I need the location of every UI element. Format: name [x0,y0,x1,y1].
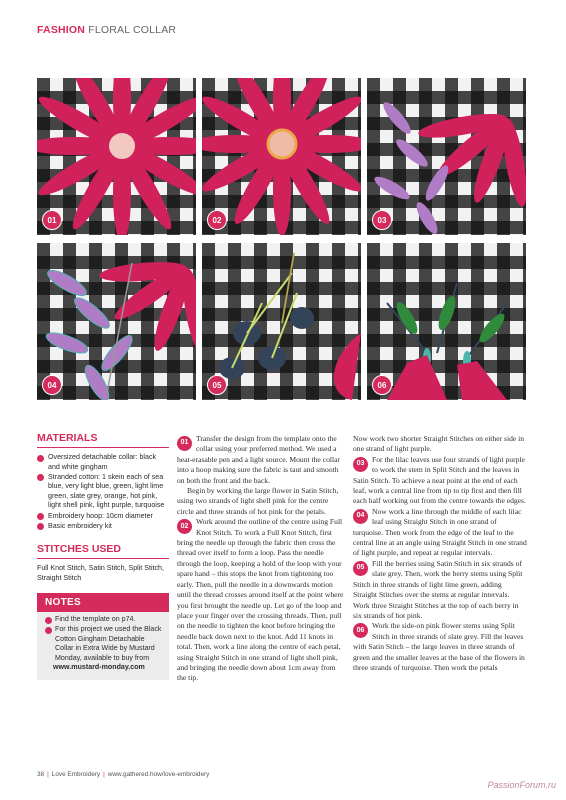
step-number-badge: 02 [207,210,227,230]
paragraph: Now work two shorter Straight Stitches on either side in one strand of light purple. [353,434,525,454]
step-number-badge: 04 [353,509,368,524]
supplier-url[interactable]: www.mustard-monday.com [53,663,145,672]
step-number-badge: 06 [353,623,368,638]
instructions-column-1 [177,434,345,684]
step-number-badge: 06 [372,375,392,395]
article-subtitle: FLORAL COLLAR [88,24,177,36]
watermark: PassionForum.ru [487,780,556,790]
step-number-badge: 04 [42,375,62,395]
divider [37,447,169,448]
magazine-name: Love Embroidery [51,771,101,778]
stitches-heading: STITCHES USED [37,543,122,556]
page-header [37,24,176,36]
step-number-badge: 01 [177,436,192,451]
step-number-badge: 05 [353,561,368,576]
sidebar [37,432,169,680]
bullet-icon [37,513,44,520]
step-number-badge: 01 [42,210,62,230]
step-number-badge: 03 [353,457,368,472]
bullet-icon [37,474,44,481]
footer-url[interactable]: www.gathered.how/love-embroidery [107,771,210,778]
bullet-icon [45,617,52,624]
step-5 [353,559,527,621]
step-number-badge: 05 [207,375,227,395]
step-6 [353,621,527,673]
step-photo-5 [202,243,361,400]
step-3 [353,455,527,507]
step-photo-2 [202,78,361,235]
notes-list [37,612,169,673]
step-2 [177,517,345,684]
stitches-text: Full Knot Stitch, Satin Stitch, Split Stitch, Straight Stitch [37,564,164,582]
list-item: Oversized detachable collar: black and white gingham [37,453,169,472]
list-item: Embroidery hoop: 10cm diameter [37,512,169,522]
list-item: For this project we used the Black Cotton Gingham Detachable Collar in Extra Wide by Mustard Monday, available to buy from [45,625,162,663]
step-text: Fill the berries using Satin Stitch in six strands of slate grey. Then, work the berry stems using Split Stitch in three strands of light lime green, adding Straight Stitches over the stems at regular intervals. Work three Straight Stitches at the top of each berry in six strands of hot pink. [353,558,523,620]
materials-list [37,453,169,531]
paragraph: Begin by working the large flower in Satin Stitch, using two strands of light shell pink for the centre circle and three strands of hot pink for the petals. [177,486,339,516]
step-photo-1 [37,78,196,235]
instructions-column-2 [353,434,527,673]
step-number-badge: 03 [372,210,392,230]
step-number-badge: 02 [177,519,192,534]
separator: | [47,771,49,778]
notes-box [37,593,169,680]
step-text: Now work a line through the middle of each lilac leaf using Straight Stitch in one strand of turquoise. Then work from the edge of the leaf to the central line at an angle using Straight Stitch in one strand of light purple, and repeat at regular intervals. [353,506,527,558]
step-1 [177,434,345,486]
step-text: Transfer the design from the template onto the collar using your preferred method. We used a heat-erasable pen and a light source. Mount the collar into a hoop making sure the fabric is taut and smooth on both the front and the back. [177,434,340,485]
page-footer [37,771,209,778]
section-label: FASHION [37,24,86,36]
step-4 [353,507,527,559]
list-item: Basic embroidery kit [37,522,169,532]
step-photo-6 [367,243,526,400]
page-number: 38 [37,771,45,778]
step-text: Work the side-on pink flower stems using Split Stitch in three strands of slate grey. Fill the leaves with Satin Stitch – the large leaves in three strands of green and the smaller leaves at the base of the flowers in three strands of turquoise. Then work the petals [353,621,525,672]
bullet-icon [37,455,44,462]
materials-heading: MATERIALS [37,432,98,444]
list-item: Stranded cotton: 1 skein each of sea blue, very light blue, green, light lime green, slate grey, orange, hot pink, light shell pink, light purple, turquoise [37,473,169,511]
step-photo-4 [37,243,196,400]
step-text: For the lilac leaves use four strands of light purple to work the stem in Split Stitch and the leaves in Satin Stitch. To achieve a neat point at the end of each leaf, work a central line from tip to tip first and then fill each half working out from the centre towards the edges. [353,454,526,506]
bullet-icon [37,523,44,530]
step-photo-grid [37,78,527,482]
step-text: Work around the outline of the centre using Full Knot Stitch. To work a Full Knot Stitch, first bring the needle up through the fabric then cross the thread over itself to form a loop. Pass the needle through the loop, keeping a hold of the loop with your spare hand – this stops the knot from tightening too early. Then, pull the needle in a downwards motion until the thread crosses around itself at the point where you first brought the needle up. Let go of the loop and place your finger over the crossing threads. Then, pull on the needle to tighten the knot before bringing the needle back down next to the knot. Add 11 knots in total. Then, work a line along the centre of each petal, using Straight Stitch in one strand of light shell pink, and bringing the needle down about 1cm away from the tip. [177,517,344,683]
divider [37,558,169,559]
list-item: Find the template on p74. [45,615,162,625]
notes-heading: NOTES [37,593,169,612]
bullet-icon [45,627,52,634]
step-photo-3 [367,78,526,235]
separator: | [103,771,105,778]
